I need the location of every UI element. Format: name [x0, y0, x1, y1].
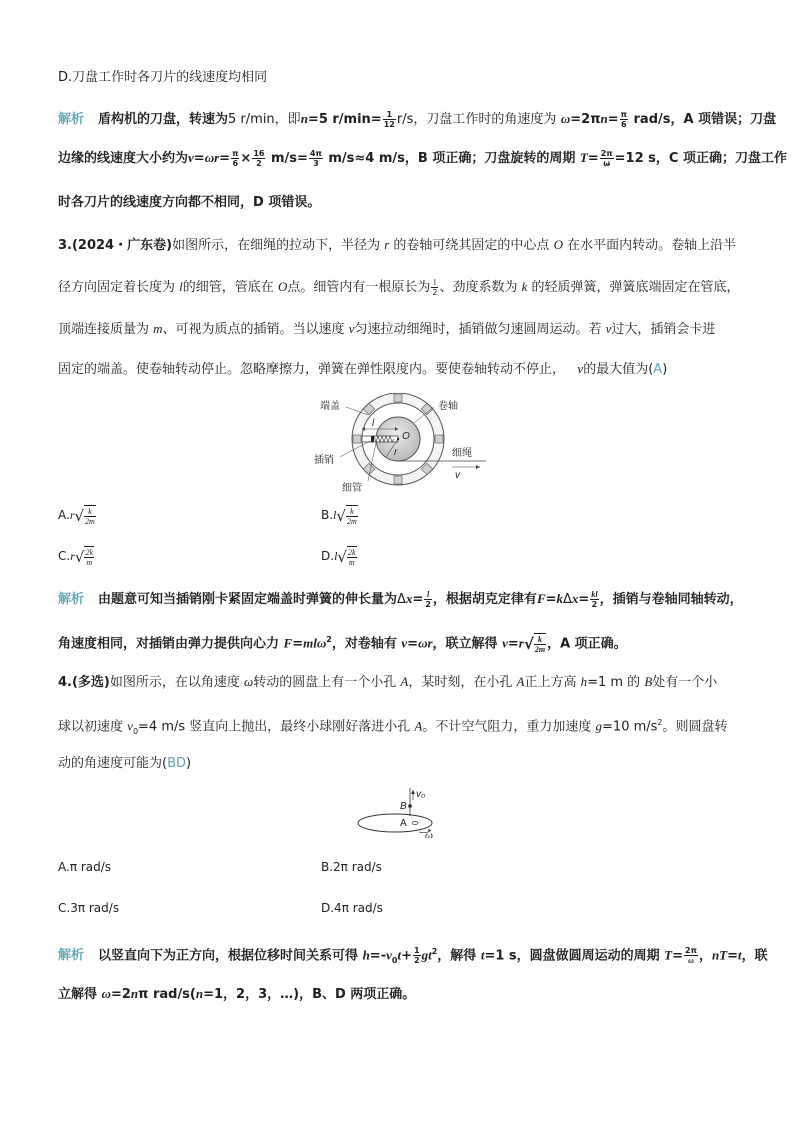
- option-3b[interactable]: B.l√ $\frac{k}{2m}$: [321, 506, 357, 526]
- svg-text:ω: ω: [425, 831, 433, 838]
- svg-text:r: r: [394, 447, 398, 458]
- svg-text:B: B: [400, 801, 407, 812]
- option-d-previous: D.刀盘工作时各刀片的线速度均相同: [58, 70, 268, 85]
- analysis-4-line-2: 立解得 ω=2nπ rad/s(n=1，2，3，…)，B、D 两项正确。: [58, 986, 416, 1002]
- pin: [371, 436, 374, 442]
- hole-a: [412, 822, 418, 825]
- ball-b: [408, 804, 412, 808]
- svg-text:卷轴: 卷轴: [438, 401, 458, 412]
- svg-text:插销: 插销: [314, 455, 334, 466]
- figure-disk: [355, 786, 445, 838]
- analysis-3-line-2: 角速度相同，对插销由弹力提供向心力 F=mlω$^2$，对卷轴有 v=ωr，联立解得 v=r√ $\frac{k}{2m}$ ，A 项正确。: [58, 634, 627, 655]
- option-4a[interactable]: A.π rad/s: [58, 860, 112, 874]
- option-3c[interactable]: C.r√ $\frac{2k}{m}$: [58, 547, 93, 567]
- option-3d[interactable]: D.l√ $\frac{2k}{m}$: [321, 547, 356, 567]
- question-3-line-4: 固定的端盖。使卷轴转动停止。忽略摩擦力，弹簧在弹性限度内。要使卷轴转动不停止， v的最大值为(A): [58, 361, 668, 377]
- question-3-line-1: 3.(2024・广东卷)如图所示，在细绳的拉动下，半径为 r 的卷轴可绕其固定的中心点 O 在水平面内转动。卷轴上沿半: [58, 237, 737, 253]
- svg-text:l: l: [372, 418, 375, 429]
- analysis-1-line-3: 时各刀片的线速度方向都不相同，D 项错误。: [58, 195, 321, 210]
- answer-q4: BD: [167, 756, 187, 771]
- option-4c[interactable]: C.3π rad/s: [58, 901, 120, 915]
- analysis-tag: 解析: [58, 112, 85, 127]
- option-4b[interactable]: B.2π rad/s: [321, 860, 382, 874]
- svg-text:A: A: [400, 818, 407, 829]
- analysis-3-line-1: 解析 由题意可知当插销刚卡紧固定端盖时弹簧的伸长量为Δx= $\frac{l}{2}$ ，根据胡克定律有F=kΔx= $\frac{kl}{2}$ ，插销与卷轴同轴转动，: [58, 590, 743, 609]
- figure-reel: [310, 393, 500, 498]
- option-3a[interactable]: A.r√ $\frac{k}{2m}$: [58, 506, 95, 526]
- svg-text:端盖: 端盖: [320, 401, 340, 412]
- option-4d[interactable]: D.4π rad/s: [321, 901, 383, 915]
- rotating-disk: [358, 814, 432, 832]
- question-3-line-3: 顶端连接质量为 m、可视为质点的插销。当以速度 v匀速拉动细绳时，插销做匀速圆周运动。若 v过大，插销会卡进: [58, 321, 716, 337]
- svg-text:v: v: [455, 470, 460, 481]
- question-4-line-3: 动的角速度可能为(BD): [58, 756, 192, 771]
- analysis-4-line-1: 解析 以竖直向下为正方向，根据位移时间关系可得 $h=-v_0t+$ $\frac{1}{2}$ $gt^2$，解得 t=1 s，圆盘做圆周运动的周期 T= $\frac{2\pi}{\omega}$ ，nT=t，联: [58, 946, 768, 966]
- svg-text:v₀: v₀: [416, 789, 426, 800]
- svg-text:细管: 细管: [342, 483, 362, 494]
- analysis-1-line-2: 边缘的线速度大小约为v=ωr= $\frac{\pi}{6}$ × $\frac{16}{2}$ m/s= $\frac{4\pi}{3}$ m/s≈4 m/s，B 项正确；刀盘旋转的周期 T= $\frac{2\pi}{\omega}$ =12 s，C 项正确；刀盘工作: [58, 149, 787, 168]
- svg-text:O: O: [402, 431, 410, 442]
- svg-text:细绳: 细绳: [452, 448, 472, 459]
- question-3-line-2: 径方向固定着长度为 l的细管，管底在 O点。细管内有一根原长为 $\frac{l}{2}$ 、劲度系数为 k 的轻质弹簧，弹簧底端固定在管底，: [58, 278, 740, 297]
- answer-q3: A: [653, 362, 663, 377]
- question-4-line-1: 4.(多选)如图所示，在以角速度 ω转动的圆盘上有一个小孔 A，某时刻，在小孔 A正上方高 h=1 m 的 B处有一个小: [58, 674, 718, 690]
- question-4-line-2: 球以初速度 $v_0=4$ m/s 竖直向上抛出，最终小球刚好落进小孔 A。不计空气阻力，重力加速度 g=10 $m/s^2$。则圆盘转: [58, 718, 728, 736]
- analysis-1-line-1: 解析 盾构机的刀盘，转速为5 r/min，即n=5 r/min= $\frac{1}{12}$ r/s，刀盘工作时的角速度为 ω=2πn= $\frac{\pi}{6}$ rad/s，A 项错误；刀盘: [58, 110, 777, 129]
